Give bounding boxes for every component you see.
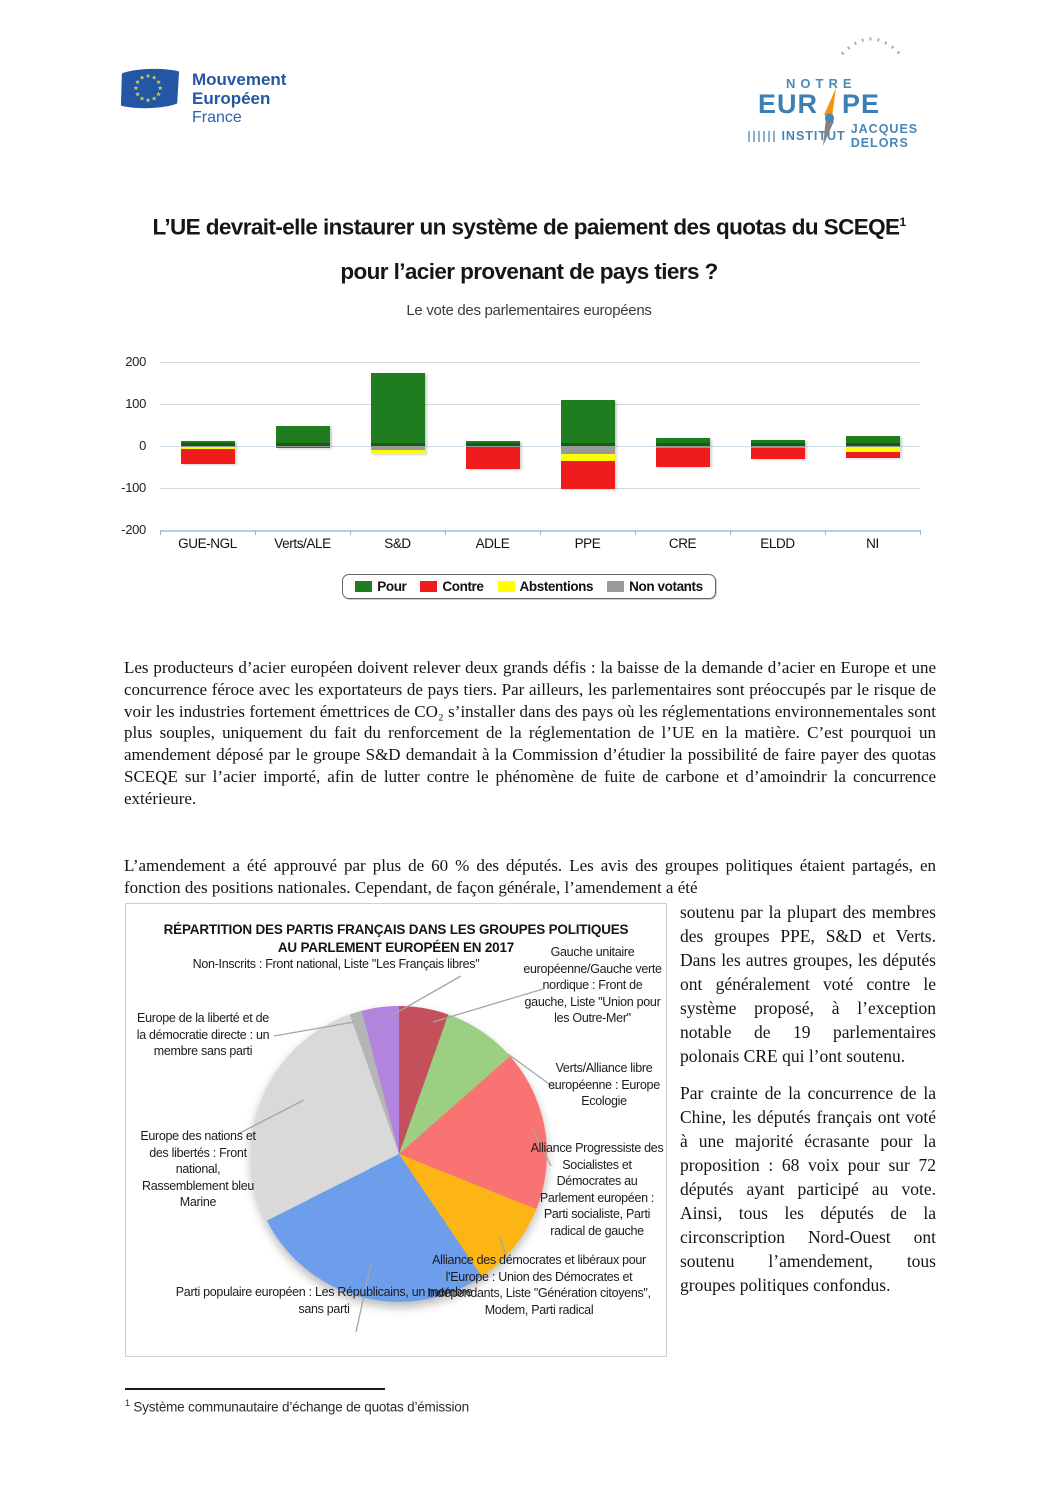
logo-bars-icon [748,131,776,142]
footnote: $^1$ Système communautaire d’échange de quotas d’émission [125,1398,469,1415]
gridline-100 [160,404,920,405]
bar-seg-pour-S&D [371,373,425,447]
legend-swatch [355,581,372,592]
column-paragraph-2: Par crainte de la concurrence de la Chine, les députés français ont voté à une majorité écrasante pour la proposition : 68 voix pour sur 72 députés ayant participé au vote. Ainsi, tous les députés de la circonscription Nord-Ouest ont soutenu l’amendement, tous groupes politiques confondus. [680,1083,936,1295]
bar-chart-title: Le vote des parlementaires européens [406,302,652,319]
y-tick-0: 0 [139,438,146,453]
right-column [680,900,936,1310]
bar-seg-pour-Verts/ALE [276,426,330,446]
eu-flag-icon [118,66,182,112]
dial-ticks-icon [836,32,906,56]
pie-label-verts-ale: Verts/Alliance libre européenne : Europe Ecologie [548,1061,660,1108]
logo-text-institut: INSTITUT [781,129,846,143]
axis-tick [920,530,921,535]
bar-seg-contre-CRE [656,448,710,467]
pie-label-europe-liberte: Europe de la liberté et de la démocratie directe : un membre sans parti [136,1011,270,1058]
logo-text-europeen: Européen [192,89,271,108]
legend-label: Pour [377,579,407,594]
x-tick-ELDD: ELDD [760,536,795,551]
gridline-200 [160,362,920,363]
legend-swatch [498,581,515,592]
page-title: L’UE devrait-elle instaurer un système de paiement des quotas du SCEQE$^1$ pour l’acier provenant de pays tiers ? [152,214,906,284]
pie-label-gauche-unitaire: Gauche unitaire européenne/Gauche verte nordique : Front de gauche, Liste "Union pour les Outre-Mer" [523,945,662,1025]
bar-seg-contre-ELDD [751,448,805,459]
legend-item-abstentions [498,579,594,594]
pie-label-alliance-democrates: Alliance des démocrates et libéraux pour l'Europe : Union des Démocrates et Indépendants, Liste "Génération citoyens", Modem, Parti radical [427,1253,651,1317]
logo-text-mouvement: Mouvement [192,70,287,89]
compass-needle-icon [817,88,843,148]
bar-seg-non-votants-PPE [561,446,615,454]
pie-label-parti-populaire: Parti populaire européen : Les Républicains, un membre sans parti [175,1285,473,1316]
y-tick-200: 200 [125,354,146,369]
bar-legend-row [0,574,1058,599]
axis-tick [160,530,161,535]
legend-label: Contre [442,579,484,594]
gridline--100 [160,488,920,489]
y-tick--100: -100 [121,480,146,495]
mouvement-europeen-logo [118,66,286,127]
bar-plot [160,362,920,551]
legend-swatch [420,581,437,592]
x-tick-CRE: CRE [668,536,697,551]
footnote-rule [125,1388,385,1390]
axis-tick [730,530,731,535]
logo-text-europe: EUR PE [748,89,948,120]
bar-seg-contre-PPE [561,461,615,490]
y-tick-100: 100 [125,396,146,411]
bar-seg-contre-ADLE [466,447,520,469]
bar-seg-contre-Verts/ALE [276,447,330,448]
axis-tick [635,530,636,535]
bar-legend [342,574,715,599]
bar-seg-contre-NI [846,452,900,458]
legend-swatch [607,581,624,592]
legend-label: Non votants [629,579,703,594]
pie-title-line2: AU PARLEMENT EUROPÉEN EN 2017 [277,940,515,955]
notre-europe-logo [748,54,948,150]
pie-label-europe-nations: Europe des nations et des libertés : Front national, Rassemblement bleu Marine [140,1129,256,1209]
pie-chart-box [125,903,667,1357]
axis-tick [540,530,541,535]
column-paragraph-1: soutenu par la plupart des membres des groupes PPE, S&D et Verts. Dans les autres groupes, les députés ont généralement voté contre le système proposé, à l’exception notable de 19 parlementaires polonais CRE qui l’ont soutenu. [680,902,936,1066]
bar-seg-pour-CRE [656,438,710,446]
pie-title-line1: RÉPARTITION DES PARTIS FRANÇAIS DANS LES GROUPES POLITIQUES [163,922,629,937]
x-tick-Verts/ALE: Verts/ALE [274,536,331,551]
bar-seg-contre-GUE-NGL [181,449,235,464]
bar-seg-abstentions-S&D [371,450,425,454]
x-tick-GUE-NGL: GUE-NGL [178,536,237,551]
x-tick-S&D: S&D [384,536,411,551]
bar-seg-pour-NI [846,436,900,447]
x-tick-PPE: PPE [574,536,601,551]
body-paragraph-2: L’amendement a été approuvé par plus de 60 % des députés. Les avis des groupes politiques étaient partagés, en fonction des positions nationales. Cependant, de façon générale, l’amendement a été [124,856,936,897]
gridline-0 [160,446,920,447]
axis-tick [350,530,351,535]
title-footnote-ref: 1 [899,215,906,229]
bar-yaxis [98,354,152,537]
axis-tick [255,530,256,535]
logo-text-notre: NOTRE [786,76,857,91]
legend-item-contre [420,579,483,594]
logo-text-france: France [192,109,242,126]
axis-tick [445,530,446,535]
pie-label-non-inscrits: Non-Inscrits : Front national, Liste "Les Français libres" [192,957,480,971]
axis-tick [825,530,826,535]
legend-label: Abstentions [519,579,594,594]
body-paragraph-1: Les producteurs d’acier européen doivent relever deux grands défis : la baisse de la demande d’acier en Europe et une concurrence féroce avec les exportateurs de pays tiers. Par ailleurs, les parlementaires sont préoccupés par le risque de voir les industries fortement émettrices de CO₂ s’installer dans des pays où les réglementations environnementales sont plus souples, uniquement du fait du renforcement de la réglementation de l’UE en la matière. C’est pourquoi un amendement déposé par le groupe S&D demandait à la Commission d’étudier la possibilité de faire payer des quotas SCEQE sur l’acier importé, afin de lutter contre le phénomène de fuite de carbone et d’amoindrir la concurrence extérieure. [124,658,936,808]
logo-text-jacques-delors: JACQUES DELORS [850,122,919,150]
pie-label-alliance-progressiste: Alliance Progressiste des Socialistes et Démocrates au Parlement européen : Parti socialiste, Parti radical de gauche [530,1141,664,1238]
legend-item-non-votants [607,579,703,594]
y-tick--200: -200 [121,522,146,537]
x-tick-ADLE: ADLE [475,536,510,551]
legend-item-pour [355,579,406,594]
bar-seg-pour-PPE [561,400,615,446]
x-tick-NI: NI [866,536,879,551]
